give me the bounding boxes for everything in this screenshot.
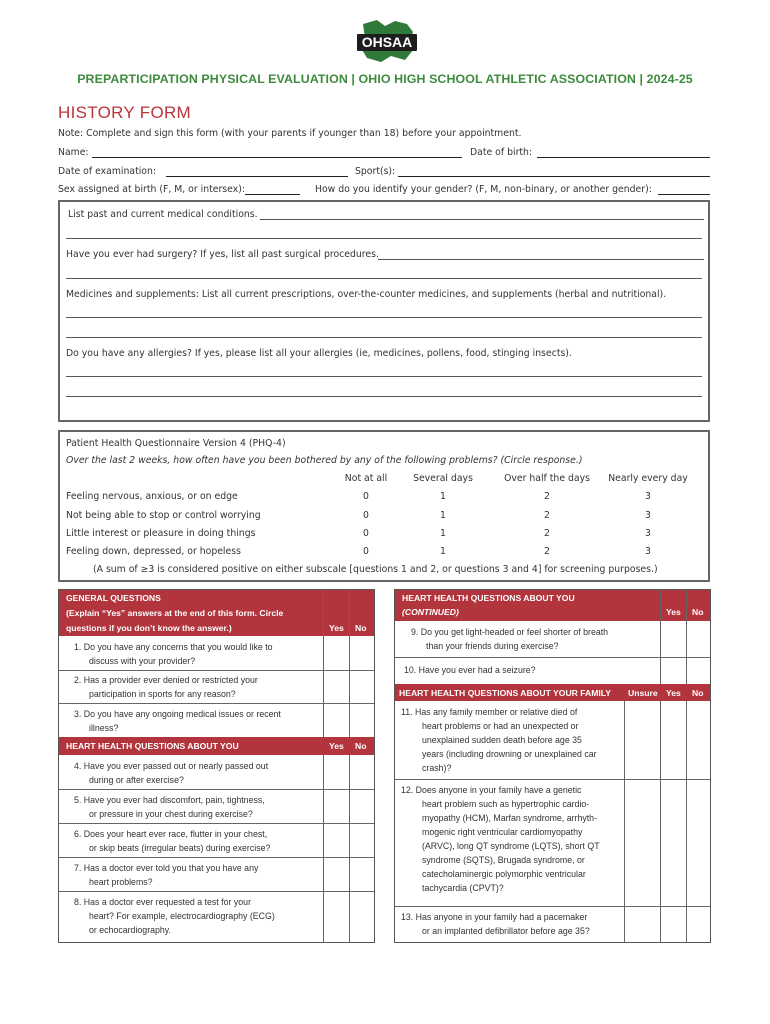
phq-row-1-label: Feeling nervous, anxious, or on edge bbox=[66, 491, 238, 502]
sport-field[interactable] bbox=[398, 176, 710, 177]
phq-row-2-option-2[interactable]: 2 bbox=[544, 510, 550, 521]
question-13: 13. Has anyone in your family had a pacemaker or an implanted defibrillator before age 35? bbox=[401, 912, 590, 936]
medicines-label: Medicines and supplements: List all current prescriptions, over-the-counter medicines, and supplements (herbal and nutritional). bbox=[66, 289, 667, 300]
phq-row-3-option-3[interactable]: 3 bbox=[645, 528, 651, 539]
medicines-line-2[interactable] bbox=[66, 337, 702, 338]
row-divider bbox=[395, 779, 710, 780]
right-no-divider bbox=[686, 590, 687, 942]
phq-row-2-option-1[interactable]: 1 bbox=[440, 510, 446, 521]
conditions-line-2[interactable] bbox=[66, 238, 702, 239]
question-8: 8. Has a doctor ever requested a test for your heart? For example, electrocardiography (ECG) or echocardiography. bbox=[74, 897, 275, 935]
allergies-label: Do you have any allergies? If yes, please list all your allergies (ie, medicines, pollens, food, stinging insects). bbox=[66, 348, 572, 359]
phq-col-not-at-all: Not at all bbox=[344, 473, 388, 484]
question-4: 4. Have you ever passed out or nearly passed out during or after exercise? bbox=[74, 761, 269, 785]
general-questions-header bbox=[59, 590, 374, 636]
dob-label: Date of birth: bbox=[470, 147, 533, 158]
general-no-label: No bbox=[355, 623, 367, 633]
question-1: 1. Do you have any concerns that you would like to discuss with your provider? bbox=[74, 642, 273, 666]
exam-date-field[interactable] bbox=[166, 176, 348, 177]
family-no-label: No bbox=[692, 688, 704, 698]
phq-row-4-label: Feeling down, depressed, or hopeless bbox=[66, 546, 241, 557]
medicines-line-1[interactable] bbox=[66, 317, 702, 318]
surgery-label: Have you ever had surgery? If yes, list all past surgical procedures. bbox=[66, 249, 379, 260]
note-text: Note: Complete and sign this form (with your parents if younger than 18) before your appointment. bbox=[58, 128, 522, 139]
phq-row-3-label: Little interest or pleasure in doing things bbox=[66, 528, 256, 539]
question-7: 7. Has a doctor ever told you that you have any heart problems? bbox=[74, 863, 259, 887]
continued-header-line-1: HEART HEALTH QUESTIONS ABOUT YOU bbox=[402, 593, 575, 603]
allergies-line-2[interactable] bbox=[66, 396, 702, 397]
form-title: HISTORY FORM bbox=[58, 103, 192, 122]
general-header-line-1: GENERAL QUESTIONS bbox=[66, 593, 161, 603]
gender-label: How do you identify your gender? (F, M, non-binary, or another gender): bbox=[315, 184, 652, 195]
phq-row-1-option-1[interactable]: 1 bbox=[440, 491, 446, 502]
gender-field[interactable] bbox=[658, 194, 710, 195]
name-field[interactable] bbox=[92, 157, 462, 158]
phq-row-1-option-0[interactable]: 0 bbox=[363, 491, 369, 502]
continued-no-label: No bbox=[692, 607, 704, 617]
heart-yes-label: Yes bbox=[329, 741, 344, 751]
continued-yes-label: Yes bbox=[666, 607, 681, 617]
general-yes-label: Yes bbox=[329, 623, 344, 633]
heart-health-header bbox=[59, 737, 374, 755]
continued-header-line-2: (CONTINUED) bbox=[402, 607, 459, 617]
row-divider bbox=[59, 857, 374, 858]
conditions-label: List past and current medical conditions. bbox=[68, 209, 258, 220]
family-unsure-label: Unsure bbox=[628, 688, 658, 698]
question-10: 10. Have you ever had a seizure? bbox=[404, 665, 536, 675]
phq-row-4-option-0[interactable]: 0 bbox=[363, 546, 369, 557]
phq-row-2-option-3[interactable]: 3 bbox=[645, 510, 651, 521]
phq-col-over-half: Over half the days bbox=[504, 473, 590, 484]
phq-row-4-option-2[interactable]: 2 bbox=[544, 546, 550, 557]
question-5: 5. Have you ever had discomfort, pain, tightness, or pressure in your chest during exercise? bbox=[74, 795, 265, 819]
phq-subtitle: Over the last 2 weeks, how often have you been bothered by any of the following problems? (Circle response.) bbox=[66, 455, 583, 466]
allergies-line-1[interactable] bbox=[66, 376, 702, 377]
family-yes-label: Yes bbox=[666, 688, 681, 698]
phq-row-4-option-1[interactable]: 1 bbox=[440, 546, 446, 557]
family-header-label: HEART HEALTH QUESTIONS ABOUT YOUR FAMILY bbox=[399, 688, 611, 698]
phq-row-2-label: Not being able to stop or control worrying bbox=[66, 510, 261, 521]
general-header-line-3: questions if you don’t know the answer.) bbox=[66, 623, 232, 633]
phq-row-3-option-0[interactable]: 0 bbox=[363, 528, 369, 539]
phq-col-several-days: Several days bbox=[413, 473, 473, 484]
surgery-line-1[interactable] bbox=[378, 259, 704, 260]
general-header-line-2: (Explain “Yes” answers at the end of this form. Circle bbox=[66, 608, 284, 618]
row-divider bbox=[395, 906, 710, 907]
row-divider bbox=[395, 657, 710, 658]
phq-row-4-option-3[interactable]: 3 bbox=[645, 546, 651, 557]
phq-row-3-option-2[interactable]: 2 bbox=[544, 528, 550, 539]
question-9: 9. Do you get light-headed or feel shorter of breath than your friends during exercise? bbox=[411, 627, 609, 651]
sex-label: Sex assigned at birth (F, M, or intersex): bbox=[58, 184, 245, 195]
family-heart-header bbox=[395, 684, 710, 701]
question-11: 11. Has any family member or relative died of heart problems or had an unexpected or unexplained sudden death before age 35 years (including drowning or unexplained car crash)? bbox=[401, 707, 597, 773]
dob-field[interactable] bbox=[537, 157, 710, 158]
question-12: 12. Does anyone in your family have a genetic heart problem such as hypertrophic cardio- myopathy (HCM), Marfan syndrome, arrhyth- mogenic right ventricular cardiomyopathy (ARVC), long QT syndrome (LQTS), short QT syndrome (SQTS), Brugada syndrome, or catecholaminergic polymorphic ventricular tachycardia (CPVT)? bbox=[401, 785, 600, 893]
phq4-box bbox=[58, 430, 710, 582]
phq-row-1-option-2[interactable]: 2 bbox=[544, 491, 550, 502]
row-divider bbox=[59, 703, 374, 704]
right-yes-divider bbox=[660, 590, 661, 942]
row-divider bbox=[59, 823, 374, 824]
heart-continued-header bbox=[395, 590, 710, 621]
medical-history-box bbox=[58, 200, 710, 422]
phq-row-2-option-0[interactable]: 0 bbox=[363, 510, 369, 521]
ohsaa-logo bbox=[355, 18, 419, 64]
phq-title: Patient Health Questionnaire Version 4 (PHQ-4) bbox=[66, 438, 286, 449]
question-6: 6. Does your heart ever race, flutter in your chest, or skip beats (irregular beats) during exercise? bbox=[74, 829, 271, 853]
row-divider bbox=[59, 789, 374, 790]
phq-footnote: (A sum of ≥3 is considered positive on either subscale [questions 1 and 2, or questions 3 and 4] for screening purposes.) bbox=[93, 564, 658, 575]
exam-date-label: Date of examination: bbox=[58, 166, 157, 177]
heart-no-label: No bbox=[355, 741, 367, 751]
name-label: Name: bbox=[58, 147, 89, 158]
phq-row-1-option-3[interactable]: 3 bbox=[645, 491, 651, 502]
conditions-line-1[interactable] bbox=[260, 219, 704, 220]
row-divider bbox=[59, 670, 374, 671]
phq-row-3-option-1[interactable]: 1 bbox=[440, 528, 446, 539]
question-2: 2. Has a provider ever denied or restricted your participation in sports for any reason? bbox=[74, 675, 258, 699]
sex-field[interactable] bbox=[245, 194, 300, 195]
svg-text:OHSAA: OHSAA bbox=[361, 34, 413, 50]
sport-label: Sport(s): bbox=[355, 166, 396, 177]
left-no-divider bbox=[349, 590, 350, 942]
phq-col-nearly-every-day: Nearly every day bbox=[608, 473, 688, 484]
header-title: PREPARTICIPATION PHYSICAL EVALUATION | OHIO HIGH SCHOOL ATHLETIC ASSOCIATION | 2024-25 bbox=[77, 72, 693, 86]
left-yes-divider bbox=[323, 590, 324, 942]
question-3: 3. Do you have any ongoing medical issues or recent illness? bbox=[74, 709, 281, 733]
surgery-line-2[interactable] bbox=[66, 278, 702, 279]
row-divider bbox=[59, 891, 374, 892]
heart-header-label: HEART HEALTH QUESTIONS ABOUT YOU bbox=[66, 741, 239, 751]
